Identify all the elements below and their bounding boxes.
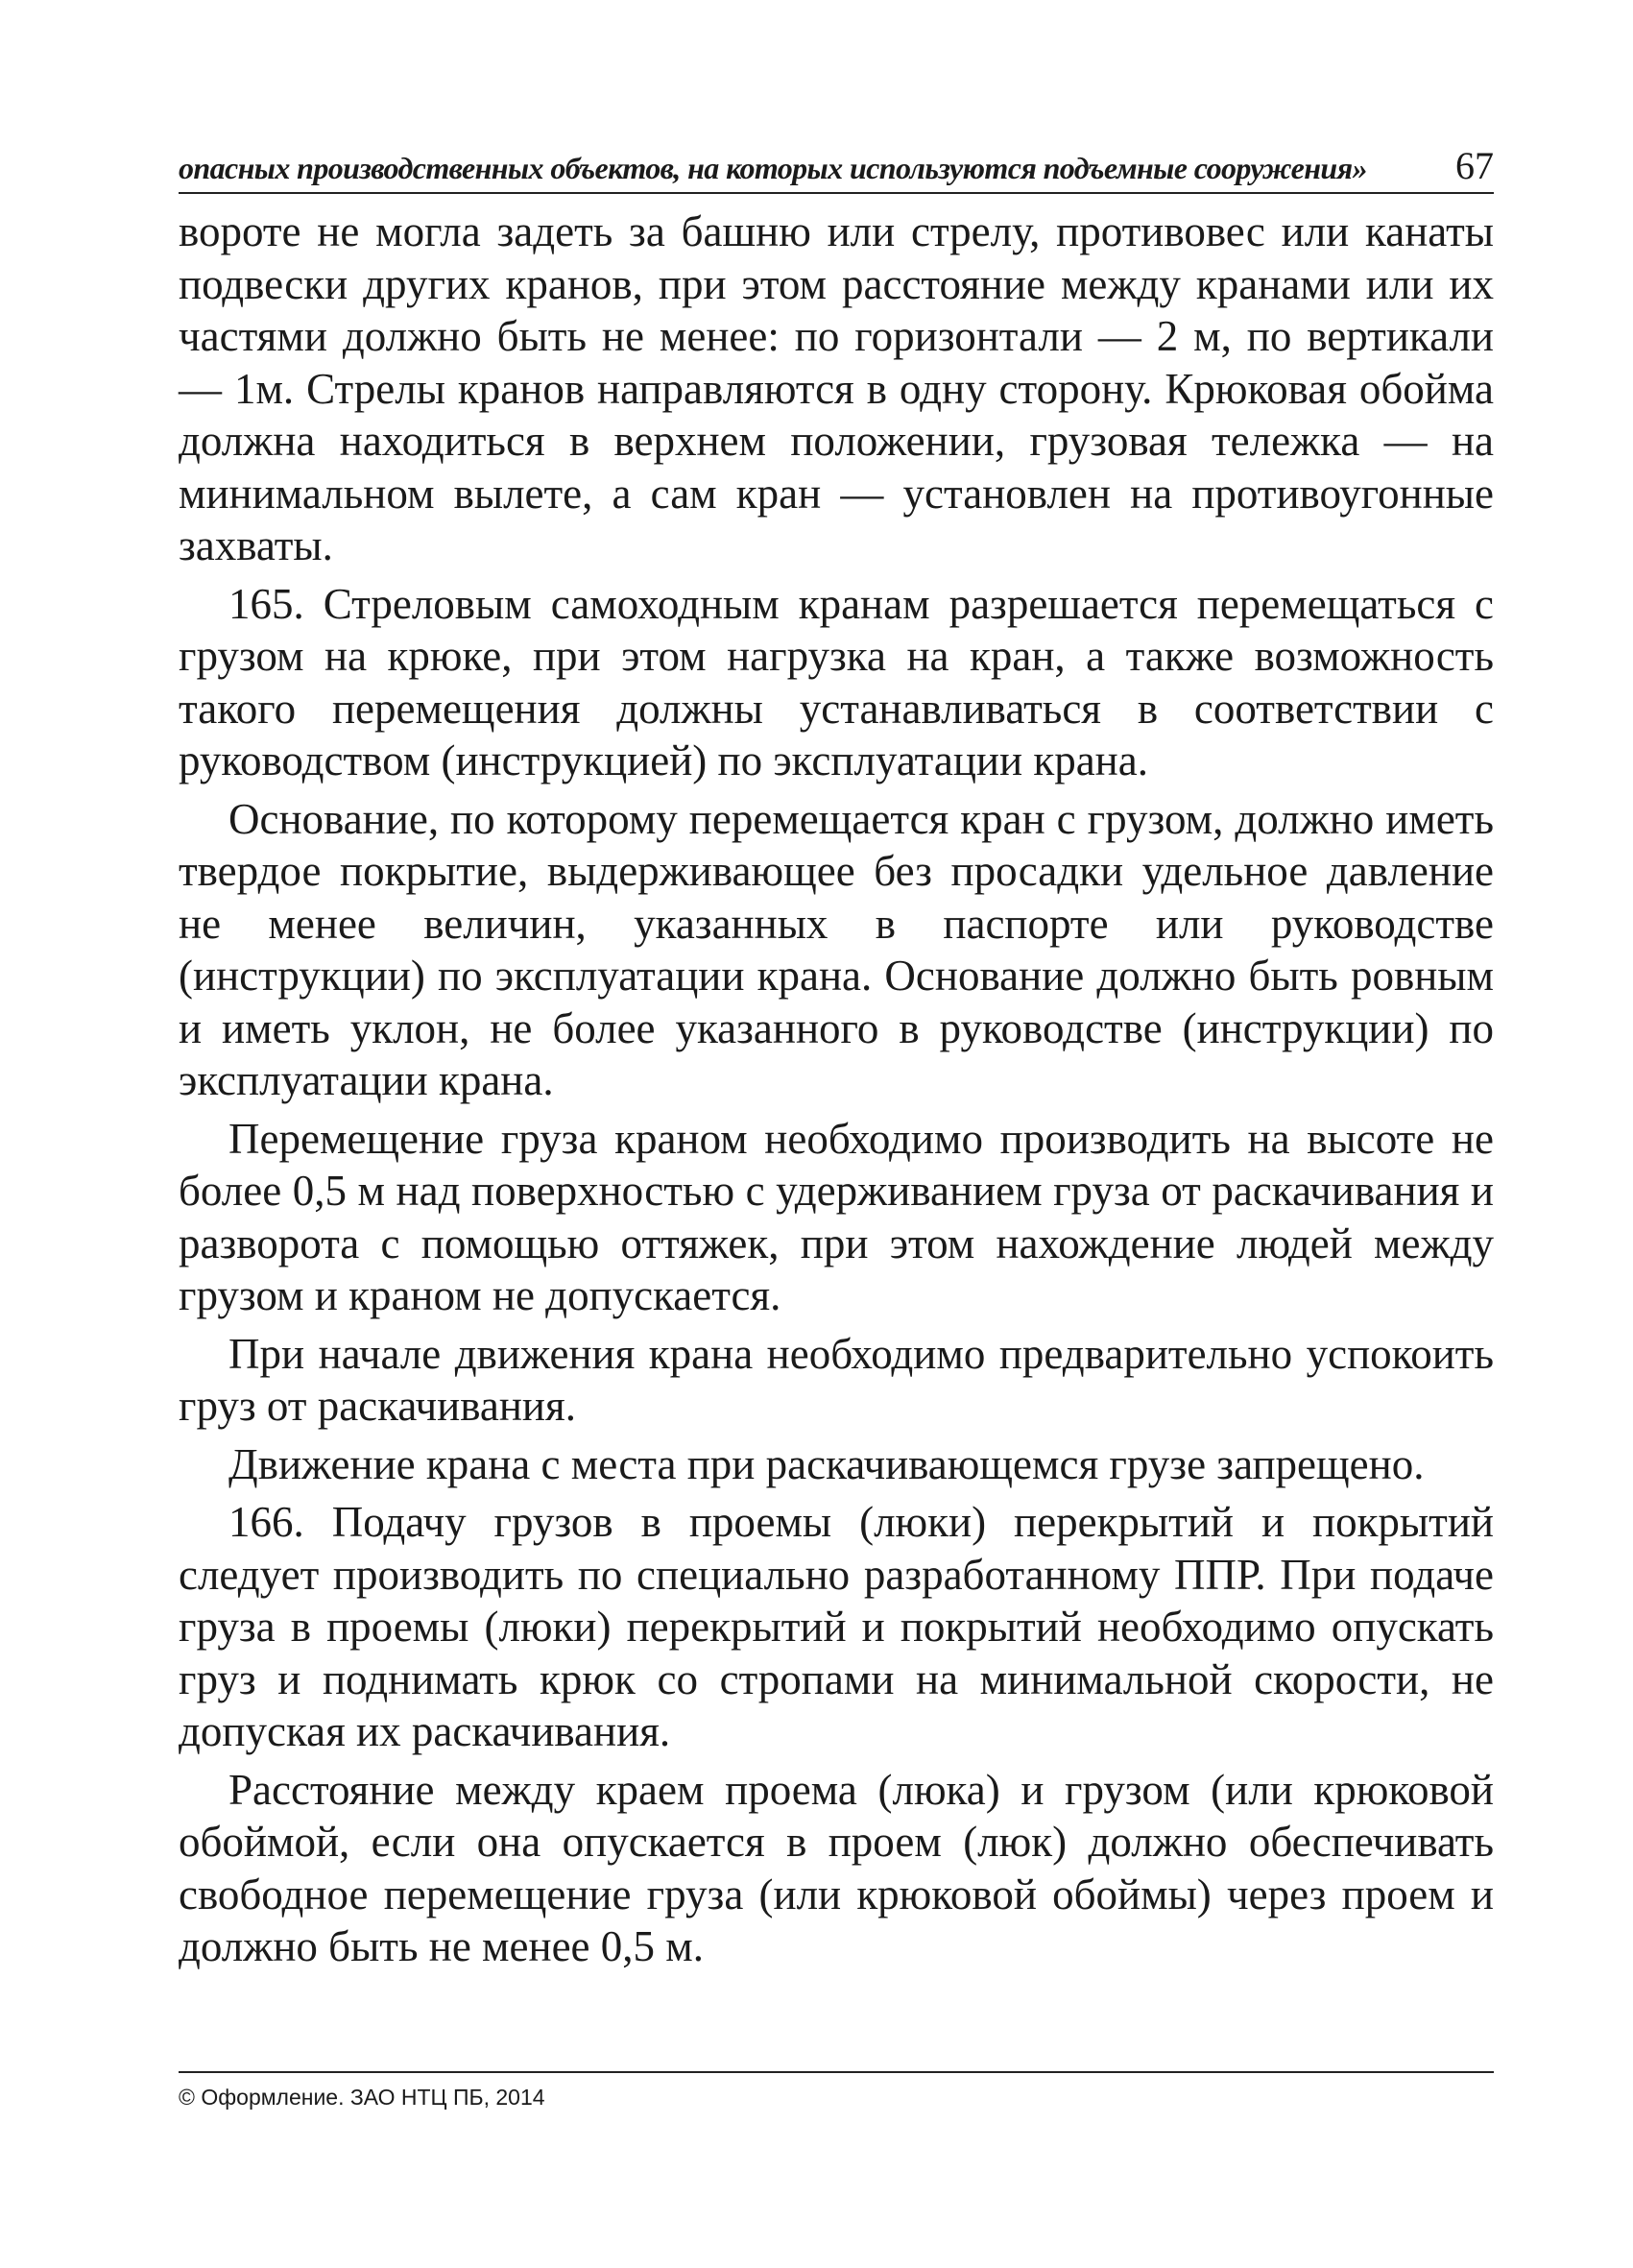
paragraph-load-height: Перемещение груза краном необходимо производить на высоте не более 0,5 м над поверхностью с удерживанием груза от раскачивания и разворота с помощью оттяжек, при этом нахождение людей между грузом и краном не допускается. xyxy=(179,1114,1494,1319)
running-header-title: опасных производственных объектов, на которых используются подъемные сооружения» xyxy=(179,151,1367,185)
page-number: 67 xyxy=(1455,144,1494,187)
copyright-notice: © Оформление. ЗАО НТЦ ПБ, 2014 xyxy=(179,2085,545,2110)
paragraph-item-165: 165. Стреловым самоходным кранам разрешается перемещаться с грузом на крюке, при этом нагрузка на кран, а также возможность такого перемещения должны устанавливаться в соответствии с руководством (инструкцией) по эксплуатации крана. xyxy=(179,579,1494,784)
paragraph-movement-prohibited: Движение крана с места при раскачивающемся грузе запрещено. xyxy=(228,1439,1425,1488)
paragraph-base-surface: Основание, по которому перемещается кран с грузом, должно иметь твердое покрытие, выдерживающее без просадки удельное давление не менее величин, указанных в паспорте или руководстве (инструкции) по эксплуатации крана. Основание должно быть ровным и иметь уклон, не более указанного в руководстве (инструкции) по эксплуатации крана. xyxy=(179,794,1494,1104)
paragraph-continuation: вороте не могла задеть за башню или стрелу, противовес или канаты подвески других кранов, при этом расстояние между кранами или их частями должно быть не менее: по горизонтали — 2 м, по вертикали — 1м. Стрелы кранов направляются в одну сторону. Крюковая обойма должна находиться в верхнем положении, грузовая тележка — на минимальном вылете, а сам кран — установлен на противоугонные захваты. xyxy=(179,207,1494,569)
running-footer xyxy=(179,2071,1494,2121)
running-header xyxy=(179,134,1494,194)
paragraph-item-166: 166. Подачу грузов в проемы (люки) перекрытий и покрытий следует производить по специально разработанному ППР. При подаче груза в проемы (люки) перекрытий и покрытий необходимо опускать груз и поднимать крюк со стропами на минимальной скорости, не допуская их раскачивания. xyxy=(179,1498,1494,1755)
body-text xyxy=(179,205,1494,1979)
paragraph-start-movement: При начале движения крана необходимо предварительно успокоить груз от раскачивания. xyxy=(179,1329,1494,1430)
paragraph-opening-distance: Расстояние между краем проема (люка) и грузом (или крюковой обоймой, если она опускается в проем (люк) должно обеспечивать свободное перемещение груза (или крюковой обоймы) через проем и должно быть не менее 0,5 м. xyxy=(179,1765,1494,1970)
